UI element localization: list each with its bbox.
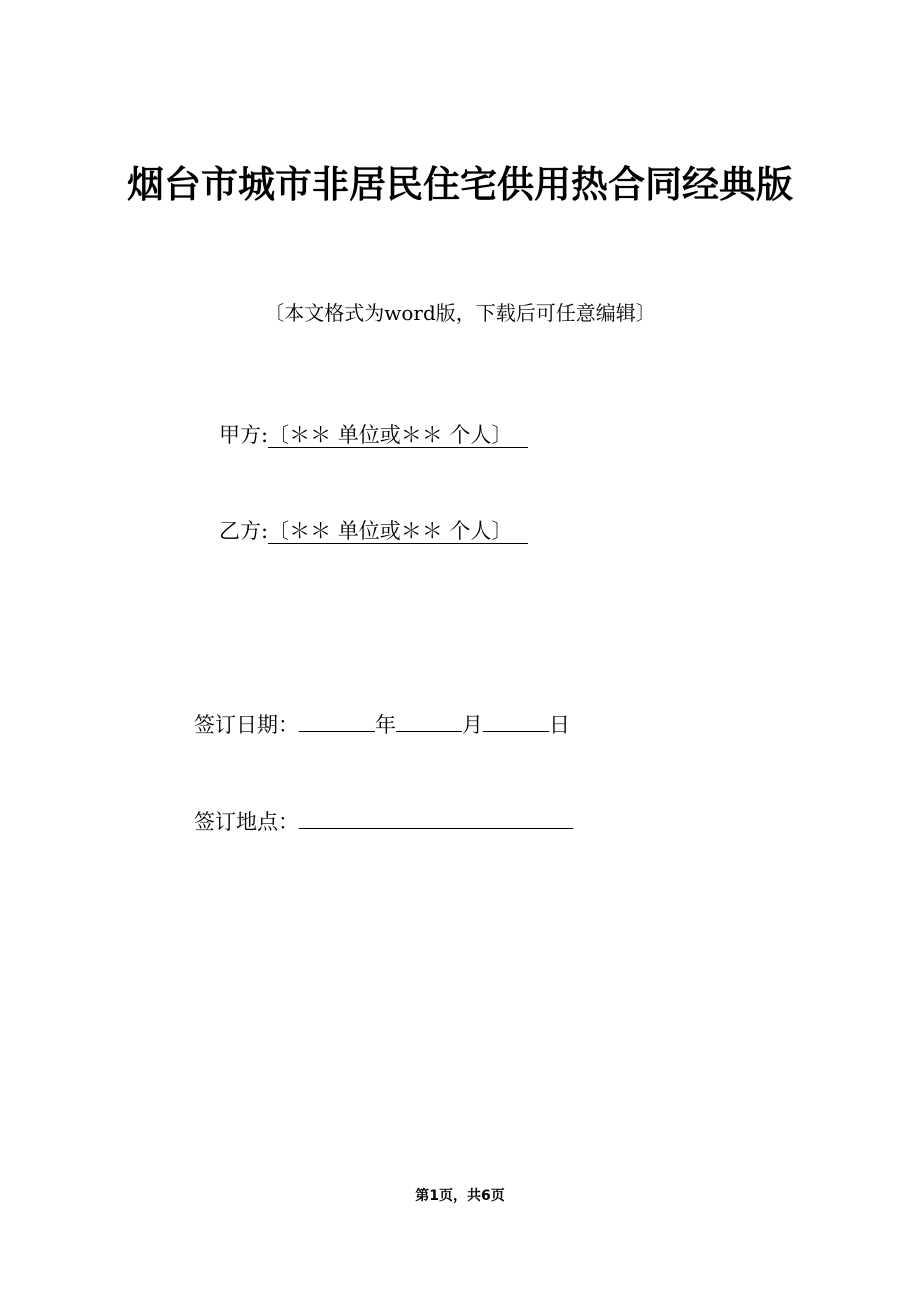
month-unit: 月 (462, 713, 483, 737)
party-a-value: 〔＊＊ 单位或＊＊ 个人〕 (268, 423, 528, 448)
month-blank (396, 709, 462, 732)
document-subtitle: 〔本文格式为word版，下载后可任意编辑〕 (264, 301, 656, 325)
year-unit: 年 (375, 713, 396, 737)
document-title: 烟台市城市非居民住宅供用热合同经典版 (127, 163, 793, 206)
party-b-value: 〔＊＊ 单位或＊＊ 个人〕 (268, 519, 528, 544)
signing-date-label: 签订日期： (194, 713, 299, 737)
page-indicator: 第1页，共6页 (415, 1188, 505, 1204)
party-b-line (219, 516, 528, 546)
day-blank (483, 709, 549, 732)
party-a-line (219, 420, 528, 450)
place-blank (299, 806, 573, 829)
signing-date-line (194, 709, 570, 740)
signing-place-line (194, 806, 573, 837)
day-unit: 日 (549, 713, 570, 737)
party-a-label: 甲方: (219, 423, 269, 447)
party-b-label: 乙方: (219, 519, 269, 543)
signing-place-label: 签订地点： (194, 810, 299, 834)
year-blank (299, 709, 375, 732)
